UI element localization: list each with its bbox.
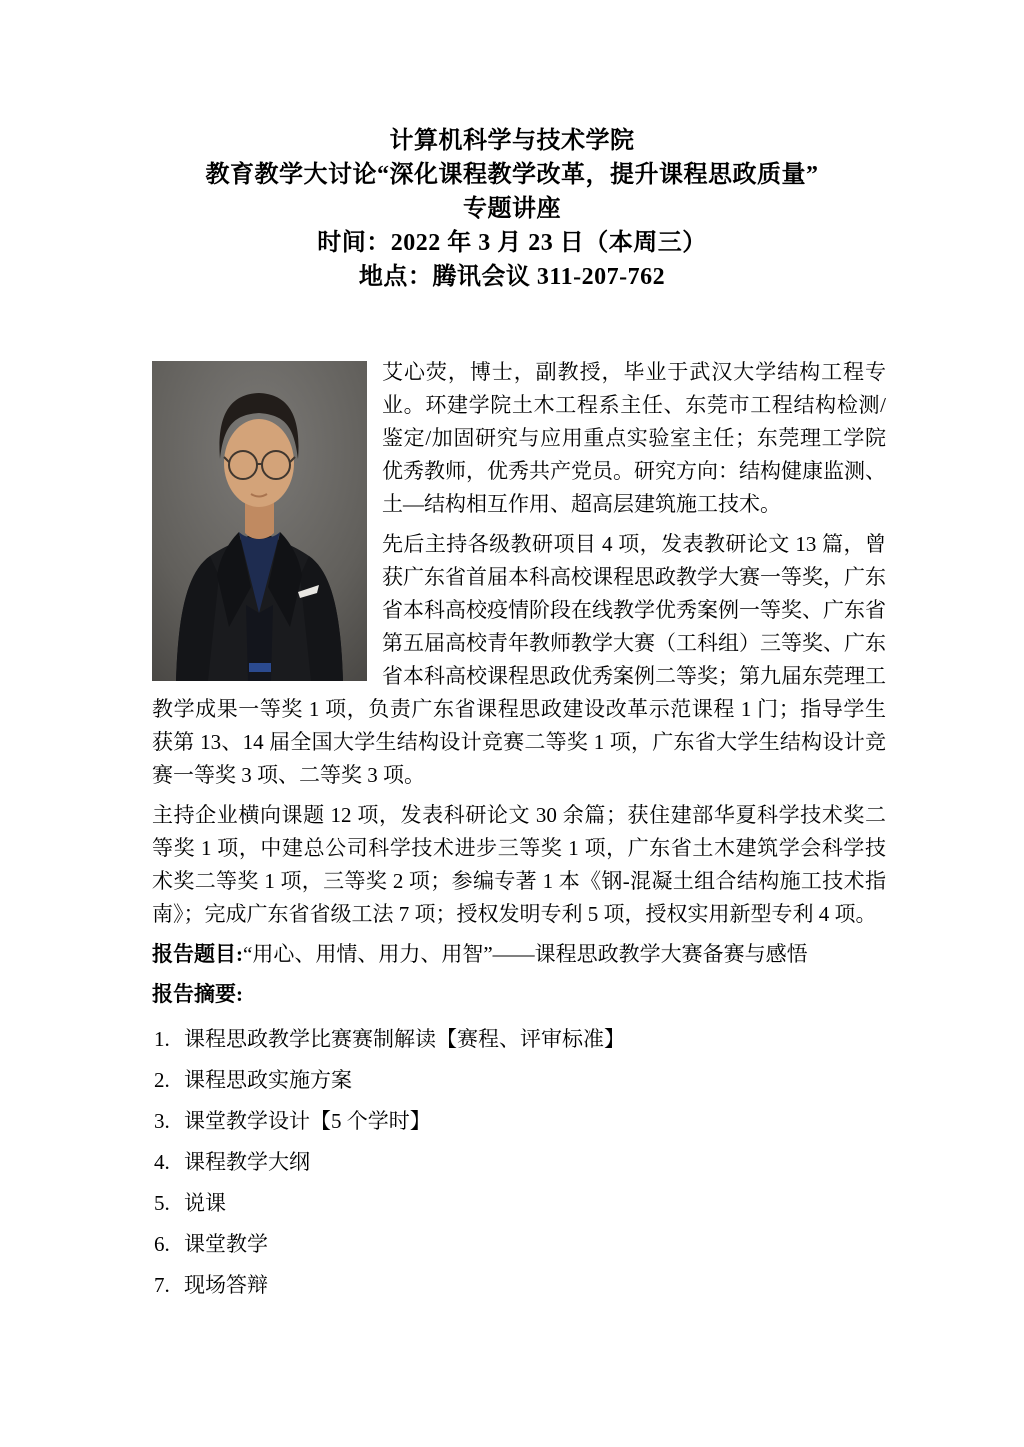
agenda-list [152,1023,886,1302]
title-block [0,124,1024,294]
report-title-text: “用心、用情、用力、用智”——课程思政教学大赛备赛与感悟 [243,942,808,966]
agenda-item-number: 3. [154,1109,170,1133]
agenda-item-text: 课程思政教学比赛赛制解读【赛程、评审标准】 [184,1027,625,1051]
agenda-item-1 [154,1023,886,1056]
title-line-theme: 教育教学大讨论“深化课程教学改革，提升课程思政质量” [205,162,819,188]
agenda-item-text: 课堂教学 [184,1232,268,1256]
bio-paragraph-1: 艾心荧，博士，副教授，毕业于武汉大学结构工程专业。环建学院土木工程系主任、东莞市工程结构检测/鉴定/加固研究与应用重点实验室主任；东莞理工学院优秀教师，优秀共产党员。研究方向：结构健康监测、土—结构相互作用、超高层建筑施工技术。 [382,360,886,516]
agenda-item-number: 7. [154,1273,170,1297]
report-title-label: 报告题目: [152,942,243,966]
title-line-location: 地点：腾讯会议 311-207-762 [358,264,666,290]
title-line-time: 时间：2022 年 3 月 23 日（本周三） [317,230,707,256]
agenda-item-number: 4. [154,1150,170,1174]
agenda-item-text: 现场答辩 [184,1273,268,1297]
agenda-item-2 [154,1064,886,1097]
agenda-item-5 [154,1187,886,1220]
document-body [152,356,886,1302]
agenda-item-number: 1. [154,1027,170,1051]
agenda-item-6 [154,1228,886,1261]
bio-paragraph-3: 主持企业横向课题 12 项，发表科研论文 30 余篇；获住建部华夏科学技术奖二等奖 1 项，中建总公司科学技术进步三等奖 1 项，广东省土木建筑学会科学技术奖二等奖 1 项，三等奖 2 项；参编专著 1 本《钢-混凝土组合结构施工技术指南》；完成广东省省级工法 7 项；授权发明专利 5 项，授权实用新型专利 4 项。 [152,803,886,926]
agenda-item-number: 2. [154,1068,170,1092]
agenda-item-7 [154,1269,886,1302]
title-line-college: 计算机科学与技术学院 [389,128,635,154]
speaker-photo [152,361,367,681]
bio-paragraph-2: 先后主持各级教研项目 4 项，发表教研论文 13 篇，曾获广东省首届本科高校课程思政教学大赛一等奖，广东省本科高校疫情阶段在线教学优秀案例一等奖、广东省第五届高校青年教师教学大赛（工科组）三等奖、广东省本科高校课程思政优秀案例二等奖；第九届东莞理工教学成果一等奖 1 项，负责广东省课程思政建设改革示范课程 1 门；指导学生获第 13、14 届全国大学生结构设计竞赛二等奖 1 项，广东省大学生结构设计竞赛一等奖 3 项、二等奖 3 项。 [152,532,886,787]
shirt-hem [249,663,271,672]
report-abstract-label: 报告摘要: [152,982,243,1006]
agenda-item-text: 课程思政实施方案 [184,1068,352,1092]
agenda-item-number: 6. [154,1232,170,1256]
title-line-lecture: 专题讲座 [463,196,561,222]
agenda-item-4 [154,1146,886,1179]
agenda-item-3 [154,1105,886,1138]
agenda-item-text: 说课 [184,1191,226,1215]
agenda-item-number: 5. [154,1191,170,1215]
agenda-item-text: 课程教学大纲 [184,1150,310,1174]
report-title-line [152,938,886,971]
speaker-portrait-illustration [152,361,367,681]
agenda-item-text: 课堂教学设计【5 个学时】 [184,1109,431,1133]
